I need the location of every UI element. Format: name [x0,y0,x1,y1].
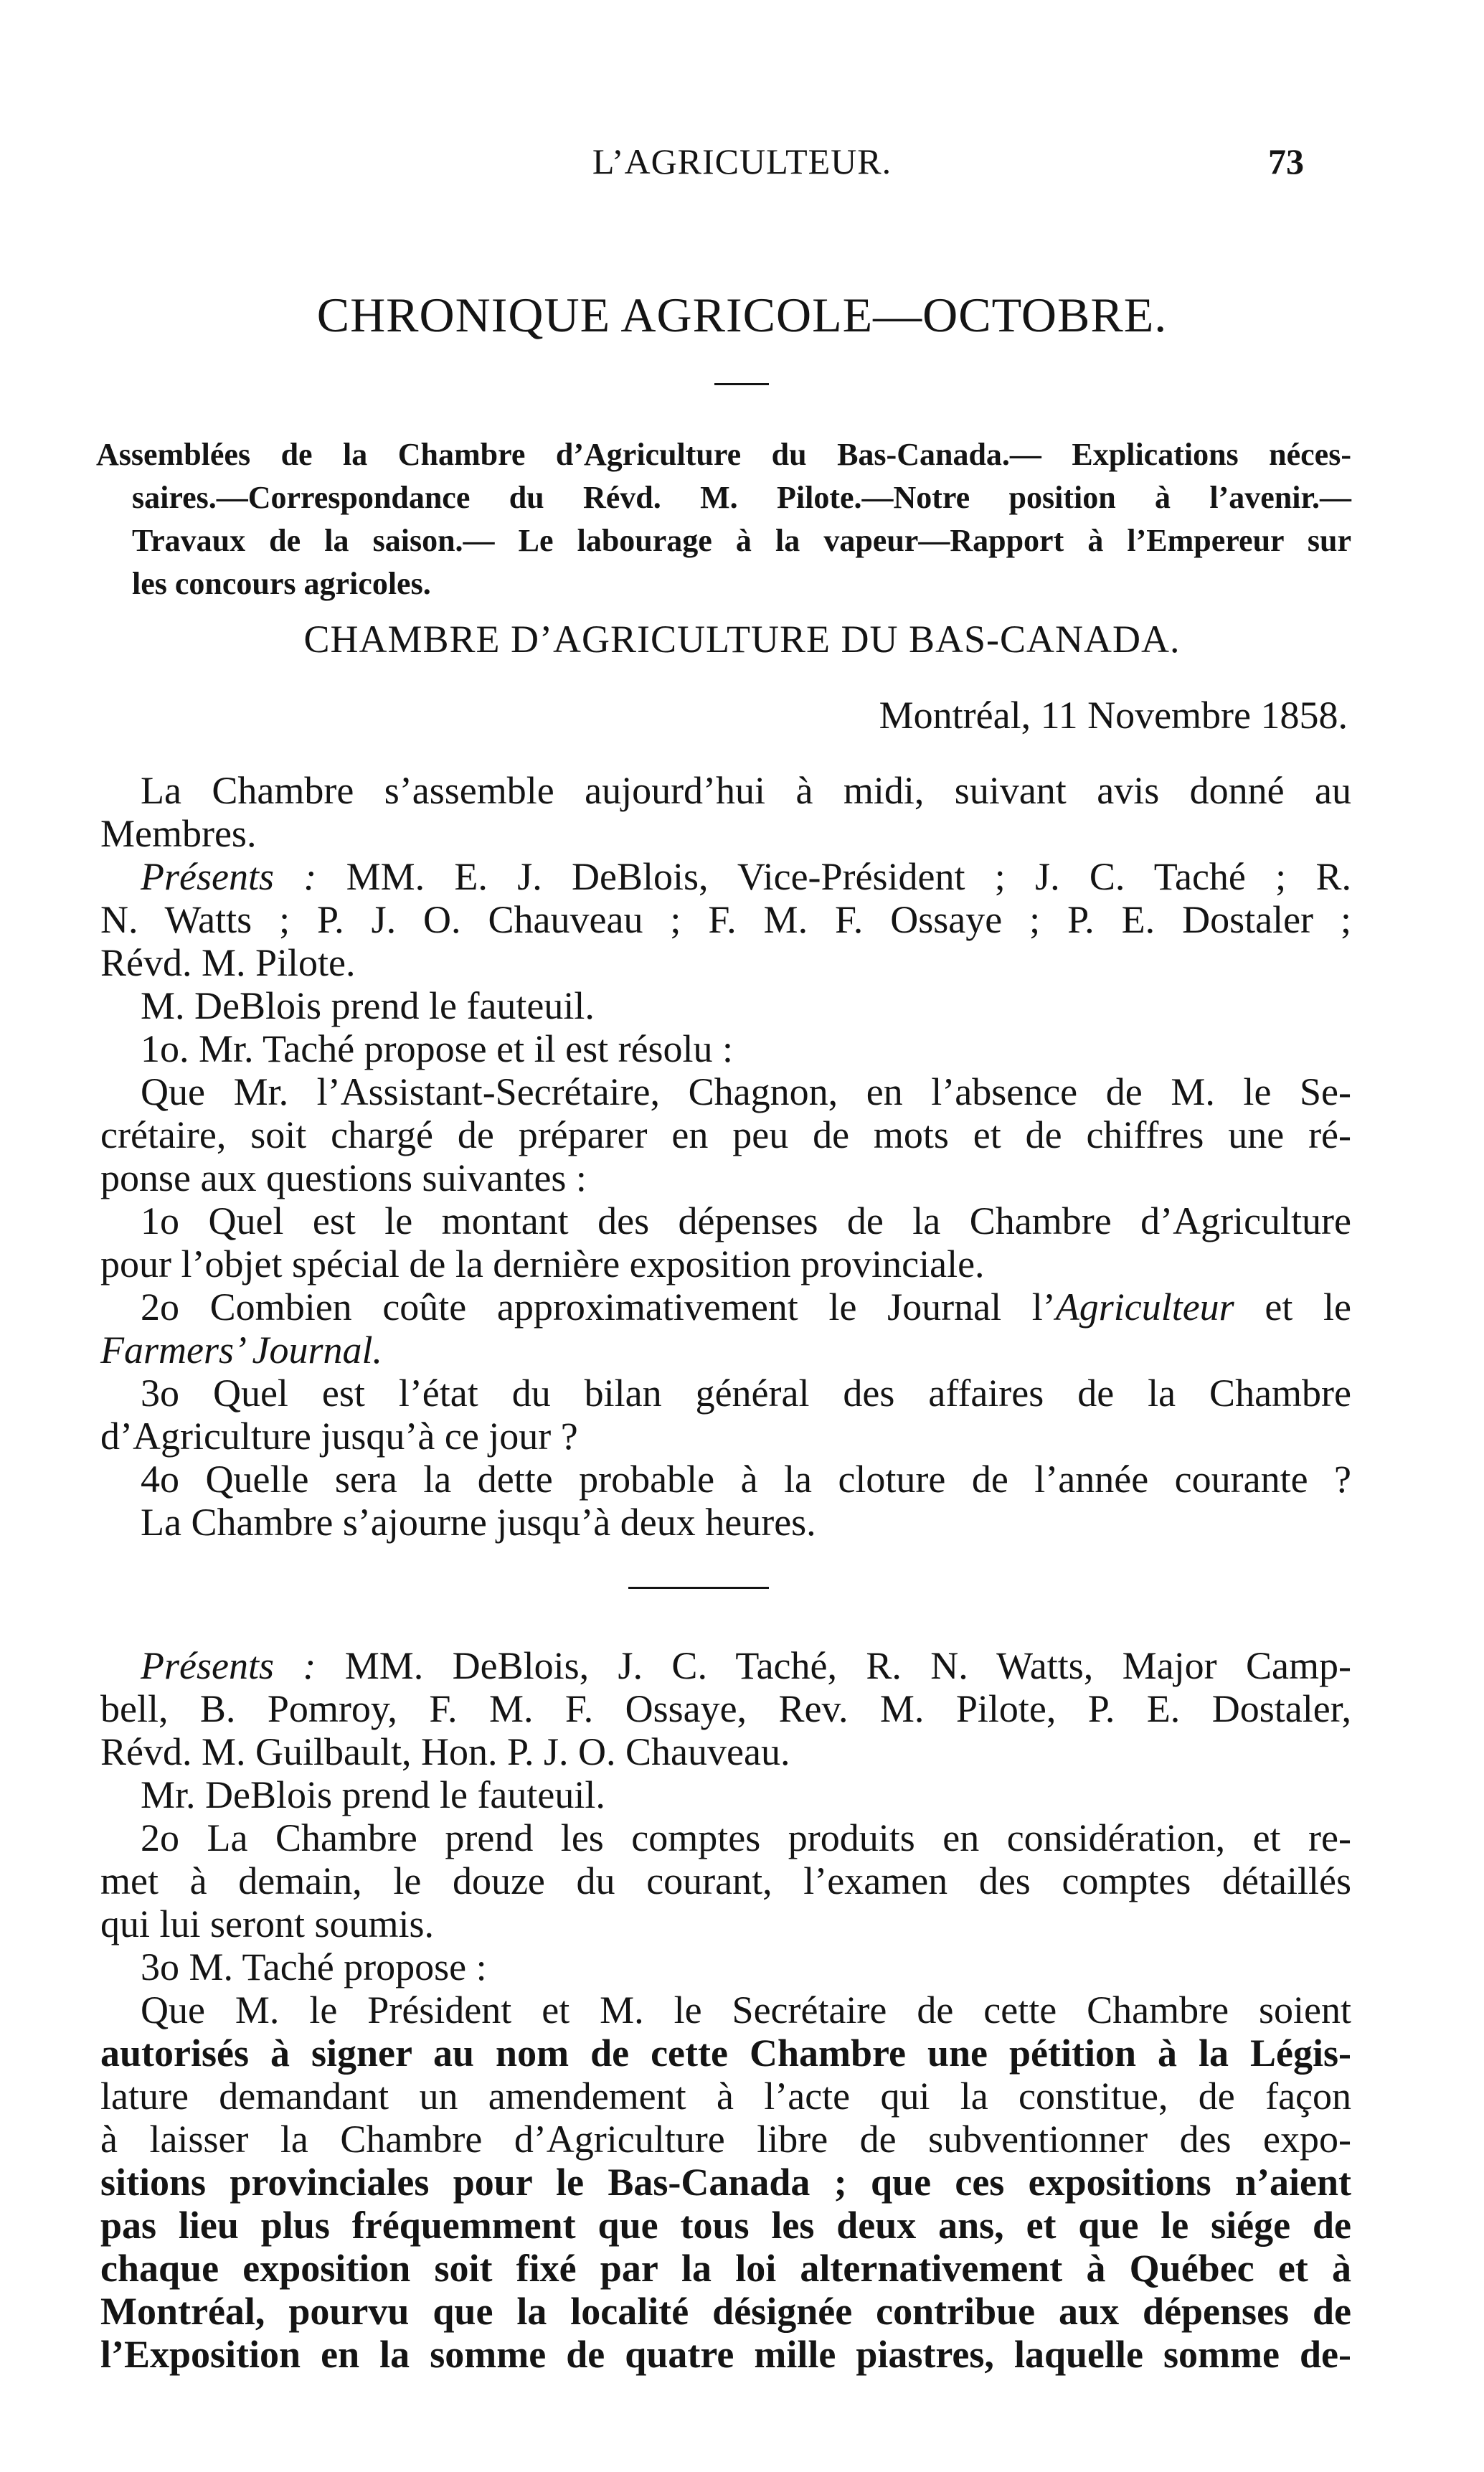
question-line: d’Agriculture jusqu’à ce jour ? [100,1415,578,1458]
attendance-line [100,855,1351,898]
page-number: 73 [1268,141,1304,181]
paragraph-line: Que Mr. l’Assistant-Secrétaire, Chagnon, en l’absence de M. le Se- [141,1070,1351,1113]
paragraph-line: Membres. [100,812,257,855]
afternoon-session [100,1644,1351,2376]
section-divider [628,1587,769,1589]
attendance-text: MM. DeBlois, J. C. Taché, R. N. Watts, Major Camp- [316,1644,1351,1687]
paragraph-line: ponse aux questions suivantes : [100,1156,587,1199]
question-text: et le [1234,1285,1351,1329]
presents-label: Présents : [141,1644,316,1687]
paragraph-line: La Chambre s’ajourne jusqu’à deux heures. [141,1501,816,1544]
running-head: L’AGRICULTEUR. [592,141,892,181]
journal-title-line: Farmers’ Journal. [100,1329,382,1372]
chapter-summary [96,433,1351,605]
paragraph-line: Mr. DeBlois prend le fauteuil. [141,1773,605,1816]
paragraph-line: sitions provinciales pour le Bas-Canada ; que ces expositions n’aient [100,2161,1351,2204]
paragraph-line: à laisser la Chambre d’Agriculture libre de subventionner des expo- [100,2118,1351,2161]
paragraph-line: autorisés à signer au nom de cette Chambre une pétition à la Légis- [100,2032,1351,2075]
question-line: 3o Quel est l’état du bilan général des affaires de la Chambre [141,1372,1351,1415]
paragraph-line: qui lui seront soumis. [100,1902,435,1945]
paragraph-line: bell, B. Pomroy, F. M. F. Ossaye, Rev. M. Pilote, P. E. Dostaler, [100,1687,1351,1730]
paragraph-line: Révd. M. Guilbault, Hon. P. J. O. Chauveau. [100,1730,790,1773]
paragraph-line: 1o. Mr. Taché propose et il est résolu : [141,1027,734,1070]
question-text: 2o Combien coûte approximativement le Journal l’ [141,1285,1056,1329]
paragraph-line: l’Exposition en la somme de quatre mille piastres, laquelle somme de- [100,2333,1351,2376]
attendance-line [100,1644,1351,1687]
question-line: 4o Quelle sera la dette probable à la cloture de l’année courante ? [141,1458,1351,1501]
summary-line: saires.—Correspondance du Révd. M. Pilote.—Notre position à l’avenir.— [132,480,1351,515]
paragraph-line: pas lieu plus fréquemment que tous les deux ans, et que le siége de [100,2204,1351,2247]
paragraph-line: La Chambre s’assemble aujourd’hui à midi, suivant avis donné au [141,769,1351,812]
dateline: Montréal, 11 Novembre 1858. [879,694,1348,737]
paragraph-line: crétaire, soit chargé de préparer en peu de mots et de chiffres une ré- [100,1113,1351,1156]
paragraph-line: M. DeBlois prend le fauteuil. [141,984,595,1027]
section-heading: CHAMBRE D’AGRICULTURE DU BAS-CANADA. [303,618,1181,661]
chapter-title: CHRONIQUE AGRICOLE—OCTOBRE. [316,288,1168,342]
paragraph-line: 3o M. Taché propose : [141,1945,487,1989]
summary-line: Assemblées de la Chambre d’Agriculture du Bas-Canada.— Explications néces- [96,437,1351,472]
morning-session [100,769,1351,1544]
question-line: 1o Quel est le montant des dépenses de la Chambre d’Agriculture [141,1199,1351,1242]
paragraph-line: Que M. le Président et M. le Secrétaire de cette Chambre soient [141,1989,1351,2032]
summary-line: Travaux de la saison.— Le labourage à la vapeur—Rapport à l’Empereur sur [132,523,1351,558]
paragraph-line: N. Watts ; P. J. O. Chauveau ; F. M. F. Ossaye ; P. E. Dostaler ; [100,898,1351,941]
paragraph-line: lature demandant un amendement à l’acte qui la constitue, de façon [100,2075,1351,2118]
journal-title: Agriculteur [1055,1285,1234,1329]
paragraph-line: chaque exposition soit fixé par la loi alternativement à Québec et à [100,2247,1351,2290]
question-line: pour l’objet spécial de la dernière exposition provinciale. [100,1242,985,1285]
paragraph-line: Montréal, pourvu que la localité désignée contribue aux dépenses de [100,2290,1351,2333]
paragraph-line: 2o La Chambre prend les comptes produits en considération, et re- [141,1816,1351,1859]
question-line [100,1285,1351,1329]
attendance-text: MM. E. J. DeBlois, Vice-Président ; J. C. Taché ; R. [316,855,1352,898]
title-rule [714,383,769,385]
paragraph-line: met à demain, le douze du courant, l’examen des comptes détaillés [100,1859,1351,1902]
paragraph-line: Révd. M. Pilote. [100,941,356,984]
presents-label: Présents : [141,855,317,898]
summary-line: les concours agricoles. [132,566,431,601]
